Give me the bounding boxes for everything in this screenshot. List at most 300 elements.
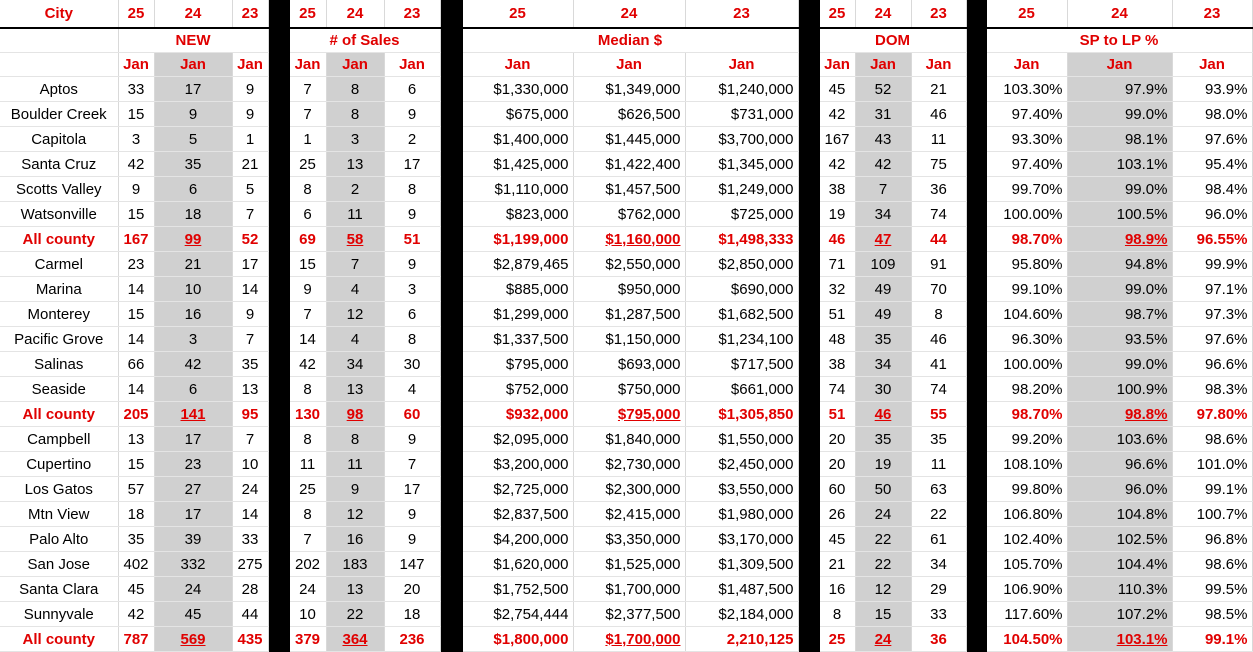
column-separator — [966, 28, 986, 53]
new-23-cell: 275 — [232, 552, 268, 577]
column-separator — [798, 577, 819, 602]
sales-25-cell: 8 — [289, 427, 326, 452]
dom-23-cell: 36 — [911, 627, 966, 652]
month-header: Jan — [911, 53, 966, 77]
dom-25-cell: 167 — [819, 127, 855, 152]
median-24-cell: $1,457,500 — [573, 177, 685, 202]
county-total-row — [0, 227, 1252, 252]
dom-25-cell: 60 — [819, 477, 855, 502]
sp-to-lp-23-cell: 98.3% — [1172, 377, 1252, 402]
sales-24-cell: 8 — [326, 102, 384, 127]
new-24-cell: 332 — [154, 552, 232, 577]
column-separator — [268, 77, 289, 102]
dom-24-cell: 35 — [855, 327, 911, 352]
new-25-cell: 14 — [118, 327, 154, 352]
sp-to-lp-23-cell: 99.1% — [1172, 477, 1252, 502]
median-25-cell: $1,620,000 — [462, 552, 573, 577]
sales-25-cell: 11 — [289, 452, 326, 477]
month-header: Jan — [986, 53, 1067, 77]
sales-23-cell: 6 — [384, 77, 440, 102]
new-23-cell: 14 — [232, 277, 268, 302]
sales-24-cell: 98 — [326, 402, 384, 427]
new-23-cell: 13 — [232, 377, 268, 402]
sp-to-lp-25-cell: 100.00% — [986, 352, 1067, 377]
column-separator — [440, 252, 462, 277]
median-23-cell: $1,305,850 — [685, 402, 798, 427]
dom-23-cell: 46 — [911, 327, 966, 352]
new-24-cell: 5 — [154, 127, 232, 152]
median-24-cell: $2,730,000 — [573, 452, 685, 477]
column-separator — [268, 377, 289, 402]
group-header-dom: DOM — [819, 28, 966, 53]
sp-to-lp-25-cell: 103.30% — [986, 77, 1067, 102]
city-name-cell: San Jose — [0, 552, 118, 577]
new-25-cell: 205 — [118, 402, 154, 427]
table-row — [0, 377, 1252, 402]
month-header: Jan — [462, 53, 573, 77]
city-name-cell: Los Gatos — [0, 477, 118, 502]
median-25-cell: $4,200,000 — [462, 527, 573, 552]
column-separator — [268, 28, 289, 53]
dom-25-cell: 48 — [819, 327, 855, 352]
city-name-cell: Salinas — [0, 352, 118, 377]
dom-25-cell: 16 — [819, 577, 855, 602]
city-name-cell: Palo Alto — [0, 527, 118, 552]
column-separator — [440, 627, 462, 652]
sales-25-cell: 379 — [289, 627, 326, 652]
sp-to-lp-25-cell: 99.70% — [986, 177, 1067, 202]
sp-to-lp-25-cell: 104.60% — [986, 302, 1067, 327]
sales-23-cell: 51 — [384, 227, 440, 252]
column-separator — [966, 502, 986, 527]
sp-to-lp-23-cell: 97.3% — [1172, 302, 1252, 327]
column-separator — [440, 53, 462, 77]
new-23-cell: 9 — [232, 77, 268, 102]
sp-to-lp-24-cell: 93.5% — [1067, 327, 1172, 352]
sales-23-cell: 17 — [384, 152, 440, 177]
sales-24-cell: 11 — [326, 452, 384, 477]
sp-to-lp-24-cell: 110.3% — [1067, 577, 1172, 602]
new-24-cell: 3 — [154, 327, 232, 352]
dom-24-cell: 42 — [855, 152, 911, 177]
sales-23-cell: 6 — [384, 302, 440, 327]
median-25-cell: $1,752,500 — [462, 577, 573, 602]
median-23-cell: 2,210,125 — [685, 627, 798, 652]
column-separator — [798, 452, 819, 477]
new-24-cell: 42 — [154, 352, 232, 377]
median-23-cell: $1,980,000 — [685, 502, 798, 527]
new-year-23: 23 — [232, 0, 268, 28]
sales-23-cell: 4 — [384, 377, 440, 402]
column-separator — [966, 427, 986, 452]
median-24-cell: $2,377,500 — [573, 602, 685, 627]
column-separator — [966, 127, 986, 152]
sales-24-cell: 7 — [326, 252, 384, 277]
column-separator — [798, 302, 819, 327]
dom-year-24: 24 — [855, 0, 911, 28]
sales-25-cell: 8 — [289, 177, 326, 202]
sales-23-cell: 9 — [384, 527, 440, 552]
sales-24-cell: 22 — [326, 602, 384, 627]
sp-to-lp-24-cell: 102.5% — [1067, 527, 1172, 552]
median-25-cell: $1,330,000 — [462, 77, 573, 102]
month-header: Jan — [232, 53, 268, 77]
dom-24-cell: 31 — [855, 102, 911, 127]
median-25-cell: $1,800,000 — [462, 627, 573, 652]
month-header: Jan — [685, 53, 798, 77]
county-total-row — [0, 627, 1252, 652]
sales-24-cell: 16 — [326, 527, 384, 552]
column-separator — [440, 77, 462, 102]
median-23-cell: $1,249,000 — [685, 177, 798, 202]
column-separator — [966, 352, 986, 377]
column-separator — [440, 427, 462, 452]
median-23-cell: $1,682,500 — [685, 302, 798, 327]
sp-to-lp-23-cell: 98.0% — [1172, 102, 1252, 127]
median-24-cell: $2,300,000 — [573, 477, 685, 502]
city-name-cell: Cupertino — [0, 452, 118, 477]
sales-24-cell: 183 — [326, 552, 384, 577]
new-23-cell: 33 — [232, 527, 268, 552]
sp-to-lp-23-cell: 95.4% — [1172, 152, 1252, 177]
table-row — [0, 102, 1252, 127]
column-separator — [798, 327, 819, 352]
median-23-cell: $1,487,500 — [685, 577, 798, 602]
column-separator — [798, 552, 819, 577]
new-24-cell: 21 — [154, 252, 232, 277]
new-25-cell: 42 — [118, 602, 154, 627]
sp-to-lp-24-cell: 96.0% — [1067, 477, 1172, 502]
median-23-cell: $690,000 — [685, 277, 798, 302]
median-23-cell: $1,234,100 — [685, 327, 798, 352]
sp-to-lp-25-cell: 93.30% — [986, 127, 1067, 152]
median-23-cell: $1,240,000 — [685, 77, 798, 102]
dom-25-cell: 45 — [819, 527, 855, 552]
median-24-cell: $693,000 — [573, 352, 685, 377]
median-25-cell: $885,000 — [462, 277, 573, 302]
sales-25-cell: 69 — [289, 227, 326, 252]
new-23-cell: 24 — [232, 477, 268, 502]
dom-23-cell: 70 — [911, 277, 966, 302]
city-name-cell: Mtn View — [0, 502, 118, 527]
column-separator — [440, 502, 462, 527]
median-23-cell: $3,550,000 — [685, 477, 798, 502]
new-25-cell: 15 — [118, 452, 154, 477]
dom-23-cell: 35 — [911, 427, 966, 452]
new-25-cell: 45 — [118, 577, 154, 602]
dom-24-cell: 35 — [855, 427, 911, 452]
sales-24-cell: 12 — [326, 302, 384, 327]
column-separator — [966, 602, 986, 627]
sales-23-cell: 9 — [384, 102, 440, 127]
median-23-cell: $2,184,000 — [685, 602, 798, 627]
sp-to-lp-25-cell: 106.90% — [986, 577, 1067, 602]
median-24-cell: $762,000 — [573, 202, 685, 227]
sales-25-cell: 7 — [289, 302, 326, 327]
sales-24-cell: 9 — [326, 477, 384, 502]
new-25-cell: 15 — [118, 102, 154, 127]
new-year-25: 25 — [118, 0, 154, 28]
sp-to-lp-23-cell: 100.7% — [1172, 502, 1252, 527]
dom-25-cell: 38 — [819, 352, 855, 377]
column-separator — [268, 627, 289, 652]
sp-to-lp-25-cell: 99.80% — [986, 477, 1067, 502]
column-separator — [268, 0, 289, 28]
median-25-cell: $1,425,000 — [462, 152, 573, 177]
dom-24-cell: 22 — [855, 552, 911, 577]
new-25-cell: 57 — [118, 477, 154, 502]
dom-24-cell: 109 — [855, 252, 911, 277]
median-25-cell: $2,725,000 — [462, 477, 573, 502]
sp-to-lp-25-cell: 99.10% — [986, 277, 1067, 302]
sp-to-lp-25-cell: 96.30% — [986, 327, 1067, 352]
column-separator — [268, 277, 289, 302]
new-25-cell: 167 — [118, 227, 154, 252]
table-row — [0, 502, 1252, 527]
new-25-cell: 14 — [118, 377, 154, 402]
sales-24-cell: 364 — [326, 627, 384, 652]
median-23-cell: $661,000 — [685, 377, 798, 402]
median-23-cell: $1,345,000 — [685, 152, 798, 177]
median-23-cell: $725,000 — [685, 202, 798, 227]
dom-25-cell: 38 — [819, 177, 855, 202]
column-separator — [798, 627, 819, 652]
column-separator — [966, 277, 986, 302]
sales-23-cell: 18 — [384, 602, 440, 627]
median-year-23: 23 — [685, 0, 798, 28]
median-25-cell: $2,837,500 — [462, 502, 573, 527]
sales-23-cell: 30 — [384, 352, 440, 377]
new-25-cell: 9 — [118, 177, 154, 202]
column-separator — [268, 552, 289, 577]
column-separator — [268, 477, 289, 502]
sales-25-cell: 14 — [289, 327, 326, 352]
sp-to-lp-24-cell: 100.5% — [1067, 202, 1172, 227]
table-row — [0, 327, 1252, 352]
city-name-cell: Scotts Valley — [0, 177, 118, 202]
month-header: Jan — [855, 53, 911, 77]
dom-25-cell: 45 — [819, 77, 855, 102]
table-row — [0, 252, 1252, 277]
sales-23-cell: 9 — [384, 202, 440, 227]
sp-to-lp-23-cell: 97.1% — [1172, 277, 1252, 302]
column-separator — [440, 352, 462, 377]
dom-23-cell: 8 — [911, 302, 966, 327]
sales-24-cell: 4 — [326, 277, 384, 302]
median-23-cell: $3,700,000 — [685, 127, 798, 152]
new-23-cell: 17 — [232, 252, 268, 277]
blank-cell — [0, 28, 118, 53]
median-24-cell: $1,525,000 — [573, 552, 685, 577]
new-24-cell: 10 — [154, 277, 232, 302]
month-header: Jan — [573, 53, 685, 77]
median-year-24: 24 — [573, 0, 685, 28]
column-separator — [966, 252, 986, 277]
sales-23-cell: 3 — [384, 277, 440, 302]
sp-to-lp-24-cell: 107.2% — [1067, 602, 1172, 627]
median-24-cell: $2,415,000 — [573, 502, 685, 527]
group-header-row — [0, 28, 1252, 53]
new-23-cell: 44 — [232, 602, 268, 627]
column-separator — [440, 177, 462, 202]
sales-23-cell: 8 — [384, 327, 440, 352]
column-separator — [798, 502, 819, 527]
column-separator — [440, 302, 462, 327]
column-separator — [966, 102, 986, 127]
sp-to-lp-24-cell: 99.0% — [1067, 177, 1172, 202]
sp-to-lp-23-cell: 96.55% — [1172, 227, 1252, 252]
column-separator — [798, 53, 819, 77]
median-24-cell: $3,350,000 — [573, 527, 685, 552]
sp-to-lp-24-cell: 98.8% — [1067, 402, 1172, 427]
dom-year-25: 25 — [819, 0, 855, 28]
column-separator — [268, 252, 289, 277]
dom-23-cell: 46 — [911, 102, 966, 127]
new-25-cell: 33 — [118, 77, 154, 102]
dom-25-cell: 19 — [819, 202, 855, 227]
column-separator — [966, 627, 986, 652]
new-23-cell: 95 — [232, 402, 268, 427]
sp-to-lp-25-cell: 108.10% — [986, 452, 1067, 477]
median-year-25: 25 — [462, 0, 573, 28]
dom-25-cell: 51 — [819, 402, 855, 427]
new-24-cell: 24 — [154, 577, 232, 602]
sp-to-lp-25-cell: 104.50% — [986, 627, 1067, 652]
column-separator — [798, 477, 819, 502]
dom-23-cell: 21 — [911, 77, 966, 102]
sp-to-lp-23-cell: 96.0% — [1172, 202, 1252, 227]
city-name-cell: Sunnyvale — [0, 602, 118, 627]
column-separator — [798, 227, 819, 252]
table-row — [0, 452, 1252, 477]
dom-year-23: 23 — [911, 0, 966, 28]
sp-to-lp-24-cell: 98.1% — [1067, 127, 1172, 152]
sp-to-lp-24-cell: 99.0% — [1067, 102, 1172, 127]
sp-to-lp-25-cell: 117.60% — [986, 602, 1067, 627]
sp-to-lp-24-cell: 96.6% — [1067, 452, 1172, 477]
dom-25-cell: 42 — [819, 152, 855, 177]
sp-to-lp-23-cell: 96.8% — [1172, 527, 1252, 552]
dom-25-cell: 74 — [819, 377, 855, 402]
column-separator — [966, 377, 986, 402]
dom-23-cell: 11 — [911, 452, 966, 477]
sp-to-lp-25-cell: 98.70% — [986, 227, 1067, 252]
column-separator — [440, 577, 462, 602]
new-24-cell: 27 — [154, 477, 232, 502]
sales-25-cell: 1 — [289, 127, 326, 152]
sales-23-cell: 9 — [384, 252, 440, 277]
new-23-cell: 435 — [232, 627, 268, 652]
median-25-cell: $823,000 — [462, 202, 573, 227]
sp-to-lp-23-cell: 99.5% — [1172, 577, 1252, 602]
sales-year-24: 24 — [326, 0, 384, 28]
year-header-row — [0, 0, 1252, 28]
sales-25-cell: 7 — [289, 527, 326, 552]
dom-23-cell: 33 — [911, 602, 966, 627]
dom-25-cell: 21 — [819, 552, 855, 577]
month-header-row — [0, 53, 1252, 77]
sales-24-cell: 13 — [326, 577, 384, 602]
column-separator — [268, 102, 289, 127]
column-separator — [268, 53, 289, 77]
sales-24-cell: 13 — [326, 377, 384, 402]
sales-23-cell: 147 — [384, 552, 440, 577]
sp-to-lp-24-cell: 98.7% — [1067, 302, 1172, 327]
new-23-cell: 9 — [232, 102, 268, 127]
table-row — [0, 527, 1252, 552]
new-24-cell: 99 — [154, 227, 232, 252]
column-separator — [268, 127, 289, 152]
new-24-cell: 23 — [154, 452, 232, 477]
sp-to-lp-24-cell: 104.4% — [1067, 552, 1172, 577]
new-24-cell: 17 — [154, 427, 232, 452]
sales-23-cell: 236 — [384, 627, 440, 652]
column-separator — [268, 327, 289, 352]
table-row — [0, 577, 1252, 602]
column-separator — [798, 0, 819, 28]
sp-to-lp-24-cell: 104.8% — [1067, 502, 1172, 527]
dom-23-cell: 22 — [911, 502, 966, 527]
city-name-cell: Carmel — [0, 252, 118, 277]
sp-to-lp-23-cell: 96.6% — [1172, 352, 1252, 377]
new-24-cell: 569 — [154, 627, 232, 652]
table-row — [0, 202, 1252, 227]
column-separator — [966, 0, 986, 28]
city-name-cell: Pacific Grove — [0, 327, 118, 352]
column-separator — [798, 28, 819, 53]
sp-to-lp-24-cell: 99.0% — [1067, 277, 1172, 302]
column-separator — [268, 202, 289, 227]
sales-year-25: 25 — [289, 0, 326, 28]
sales-25-cell: 42 — [289, 352, 326, 377]
sp-to-lp-23-cell: 99.9% — [1172, 252, 1252, 277]
sp-to-lp-25-cell: 97.40% — [986, 152, 1067, 177]
sp-to-lp-23-cell: 98.5% — [1172, 602, 1252, 627]
column-separator — [268, 577, 289, 602]
dom-23-cell: 36 — [911, 177, 966, 202]
new-23-cell: 7 — [232, 327, 268, 352]
median-25-cell: $2,754,444 — [462, 602, 573, 627]
median-25-cell: $752,000 — [462, 377, 573, 402]
sales-24-cell: 8 — [326, 77, 384, 102]
month-header: Jan — [154, 53, 232, 77]
city-name-cell: Seaside — [0, 377, 118, 402]
column-separator — [966, 227, 986, 252]
column-separator — [440, 452, 462, 477]
table-row — [0, 427, 1252, 452]
column-separator — [268, 502, 289, 527]
city-name-cell: Campbell — [0, 427, 118, 452]
city-name-cell: All county — [0, 627, 118, 652]
sales-23-cell: 60 — [384, 402, 440, 427]
dom-24-cell: 30 — [855, 377, 911, 402]
dom-23-cell: 74 — [911, 202, 966, 227]
column-separator — [966, 202, 986, 227]
sp-to-lp-24-cell: 99.0% — [1067, 352, 1172, 377]
median-25-cell: $1,199,000 — [462, 227, 573, 252]
median-25-cell: $3,200,000 — [462, 452, 573, 477]
sp-to-lp-25-cell: 102.40% — [986, 527, 1067, 552]
month-header: Jan — [118, 53, 154, 77]
month-header: Jan — [1172, 53, 1252, 77]
column-separator — [798, 352, 819, 377]
new-year-24: 24 — [154, 0, 232, 28]
new-24-cell: 39 — [154, 527, 232, 552]
sp-to-lp-23-cell: 98.4% — [1172, 177, 1252, 202]
median-24-cell: $1,700,000 — [573, 627, 685, 652]
dom-24-cell: 24 — [855, 502, 911, 527]
new-25-cell: 18 — [118, 502, 154, 527]
